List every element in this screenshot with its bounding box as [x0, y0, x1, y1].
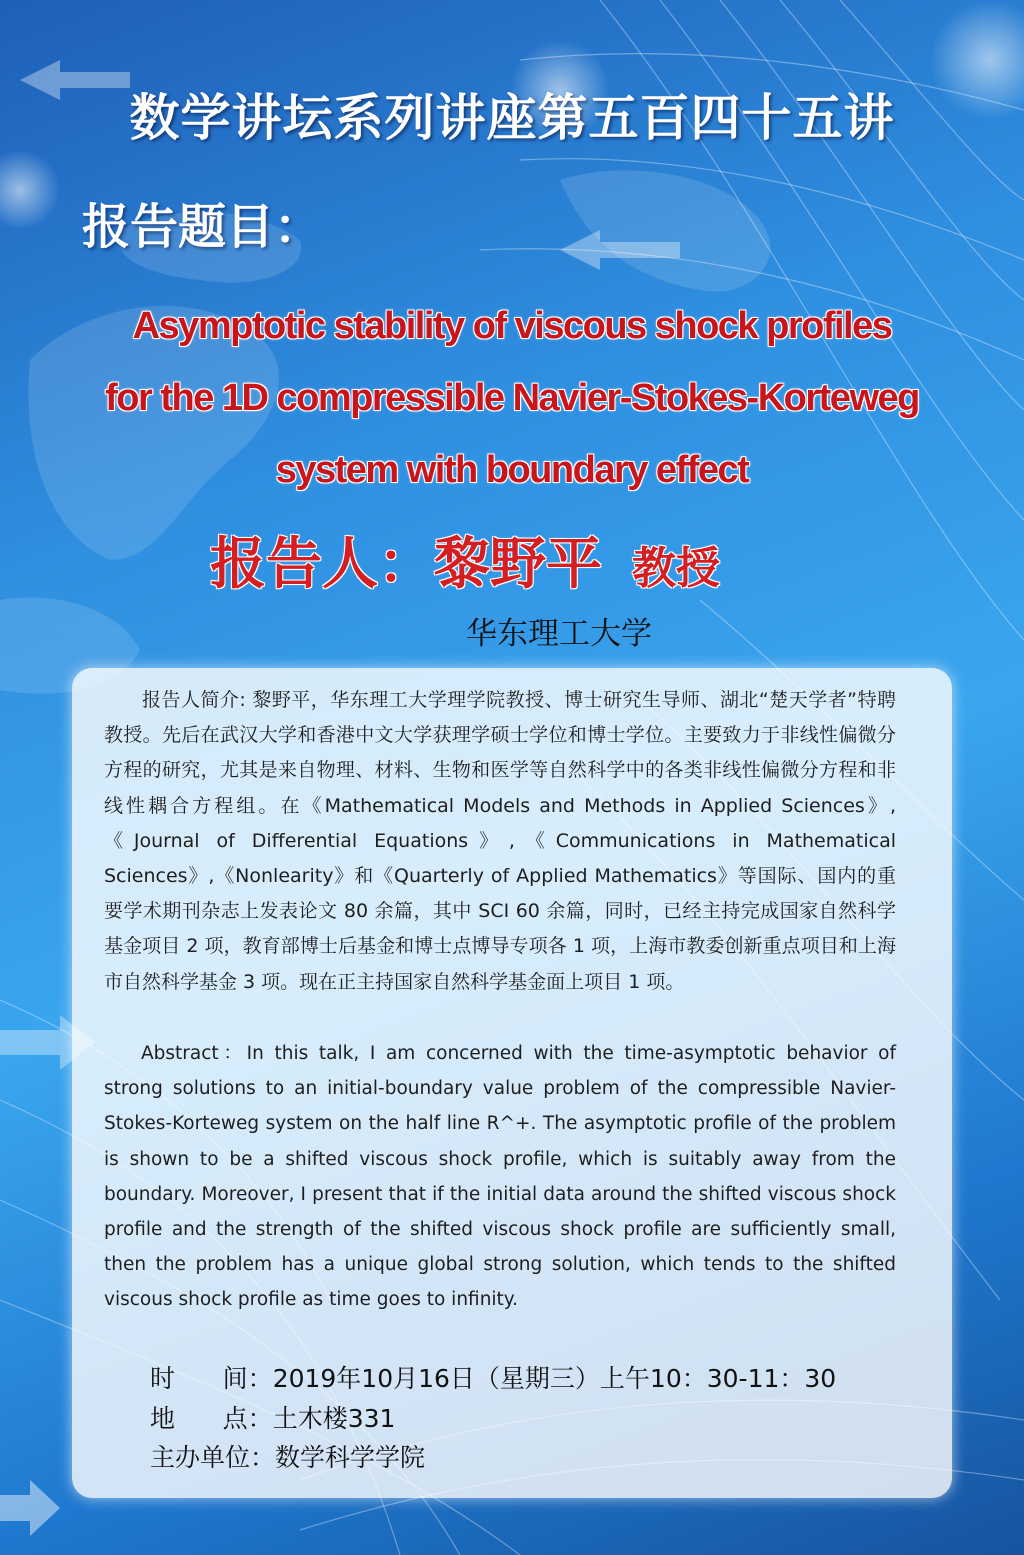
talk-title-line: for the 1D compressible Navier-Stokes-Korteweg — [105, 377, 919, 419]
side-arrows — [0, 1480, 60, 1555]
time-row — [150, 1359, 836, 1395]
host-label: 主办单位： — [150, 1443, 276, 1472]
place-row — [150, 1399, 395, 1435]
abstract-text: Abstract：In this talk, I am concerned with the time-asymptotic behavior of strong solutions to an initial-boundary value problem of the compressible Navier-Stokes-Korteweg system on the half line R^+. The asymptotic profile of the problem is shown to be a shifted viscous shock profile, which is suitably away from the boundary. Moreover, I present that if the initial data around the shifted viscous shock profile and the strength of the shifted viscous shock profile are sufficiently small, then the problem has a unique global strong solution, which tends to the shifted viscous shock profile as time goes to infinity. — [104, 1043, 896, 1311]
speaker-affiliation: 华东理工大学 — [466, 616, 652, 652]
talk-title-line: system with boundary effect — [275, 449, 749, 491]
place-value: 土木楼331 — [272, 1404, 396, 1433]
light-glow — [0, 150, 60, 230]
host-row — [150, 1438, 425, 1474]
host-value: 数学科学学院 — [275, 1443, 426, 1472]
speaker-label: 报告人： — [210, 531, 434, 597]
place-label: 地 点： — [150, 1404, 273, 1433]
lecture-series-title: 数学讲坛系列讲座第五百四十五讲 — [129, 88, 895, 147]
talk-title — [40, 290, 984, 506]
topic-label: 报告题目： — [82, 199, 323, 255]
time-value: 2019年10月16日（星期三）上午10：30-11：30 — [272, 1364, 837, 1393]
speaker-rank: 教授 — [632, 543, 720, 594]
speaker-bio: 报告人简介: 黎野平，华东理工大学理学院教授、博士研究生导师、湖北“楚天学者”特聘教授。先后在武汉大学和香港中文大学获理学硕士学位和博士学位。主要致力于非线性偏微分方程的研究，尤其是来自物理、材料、生物和医学等自然科学中的各类非线性偏微分方程和非线性耦合方程组。在《Mathematical Models and Methods in Applied Sciences》,《Journal of Differential Equations》,《Communications in Mathematical Sciences》,《Nonlearity》和《Quarterly of Applied Mathematics》等国际、国内的重要学术期刊杂志上发表论文 80 余篇，其中 SCI 60 余篇，同时，已经主持完成国家自然科学基金项目 2 项，教育部博士后基金和博士点博导专项各 1 项，上海市教委创新重点项目和上海市自然科学基金 3 项。现在正主持国家自然科学基金面上项目 1 项。 — [104, 689, 896, 993]
time-label: 时 间： — [150, 1364, 273, 1393]
talk-title-line: Asymptotic stability of viscous shock profiles — [132, 305, 892, 347]
speaker-name: 黎野平 — [434, 531, 602, 597]
speaker-line — [210, 520, 720, 600]
